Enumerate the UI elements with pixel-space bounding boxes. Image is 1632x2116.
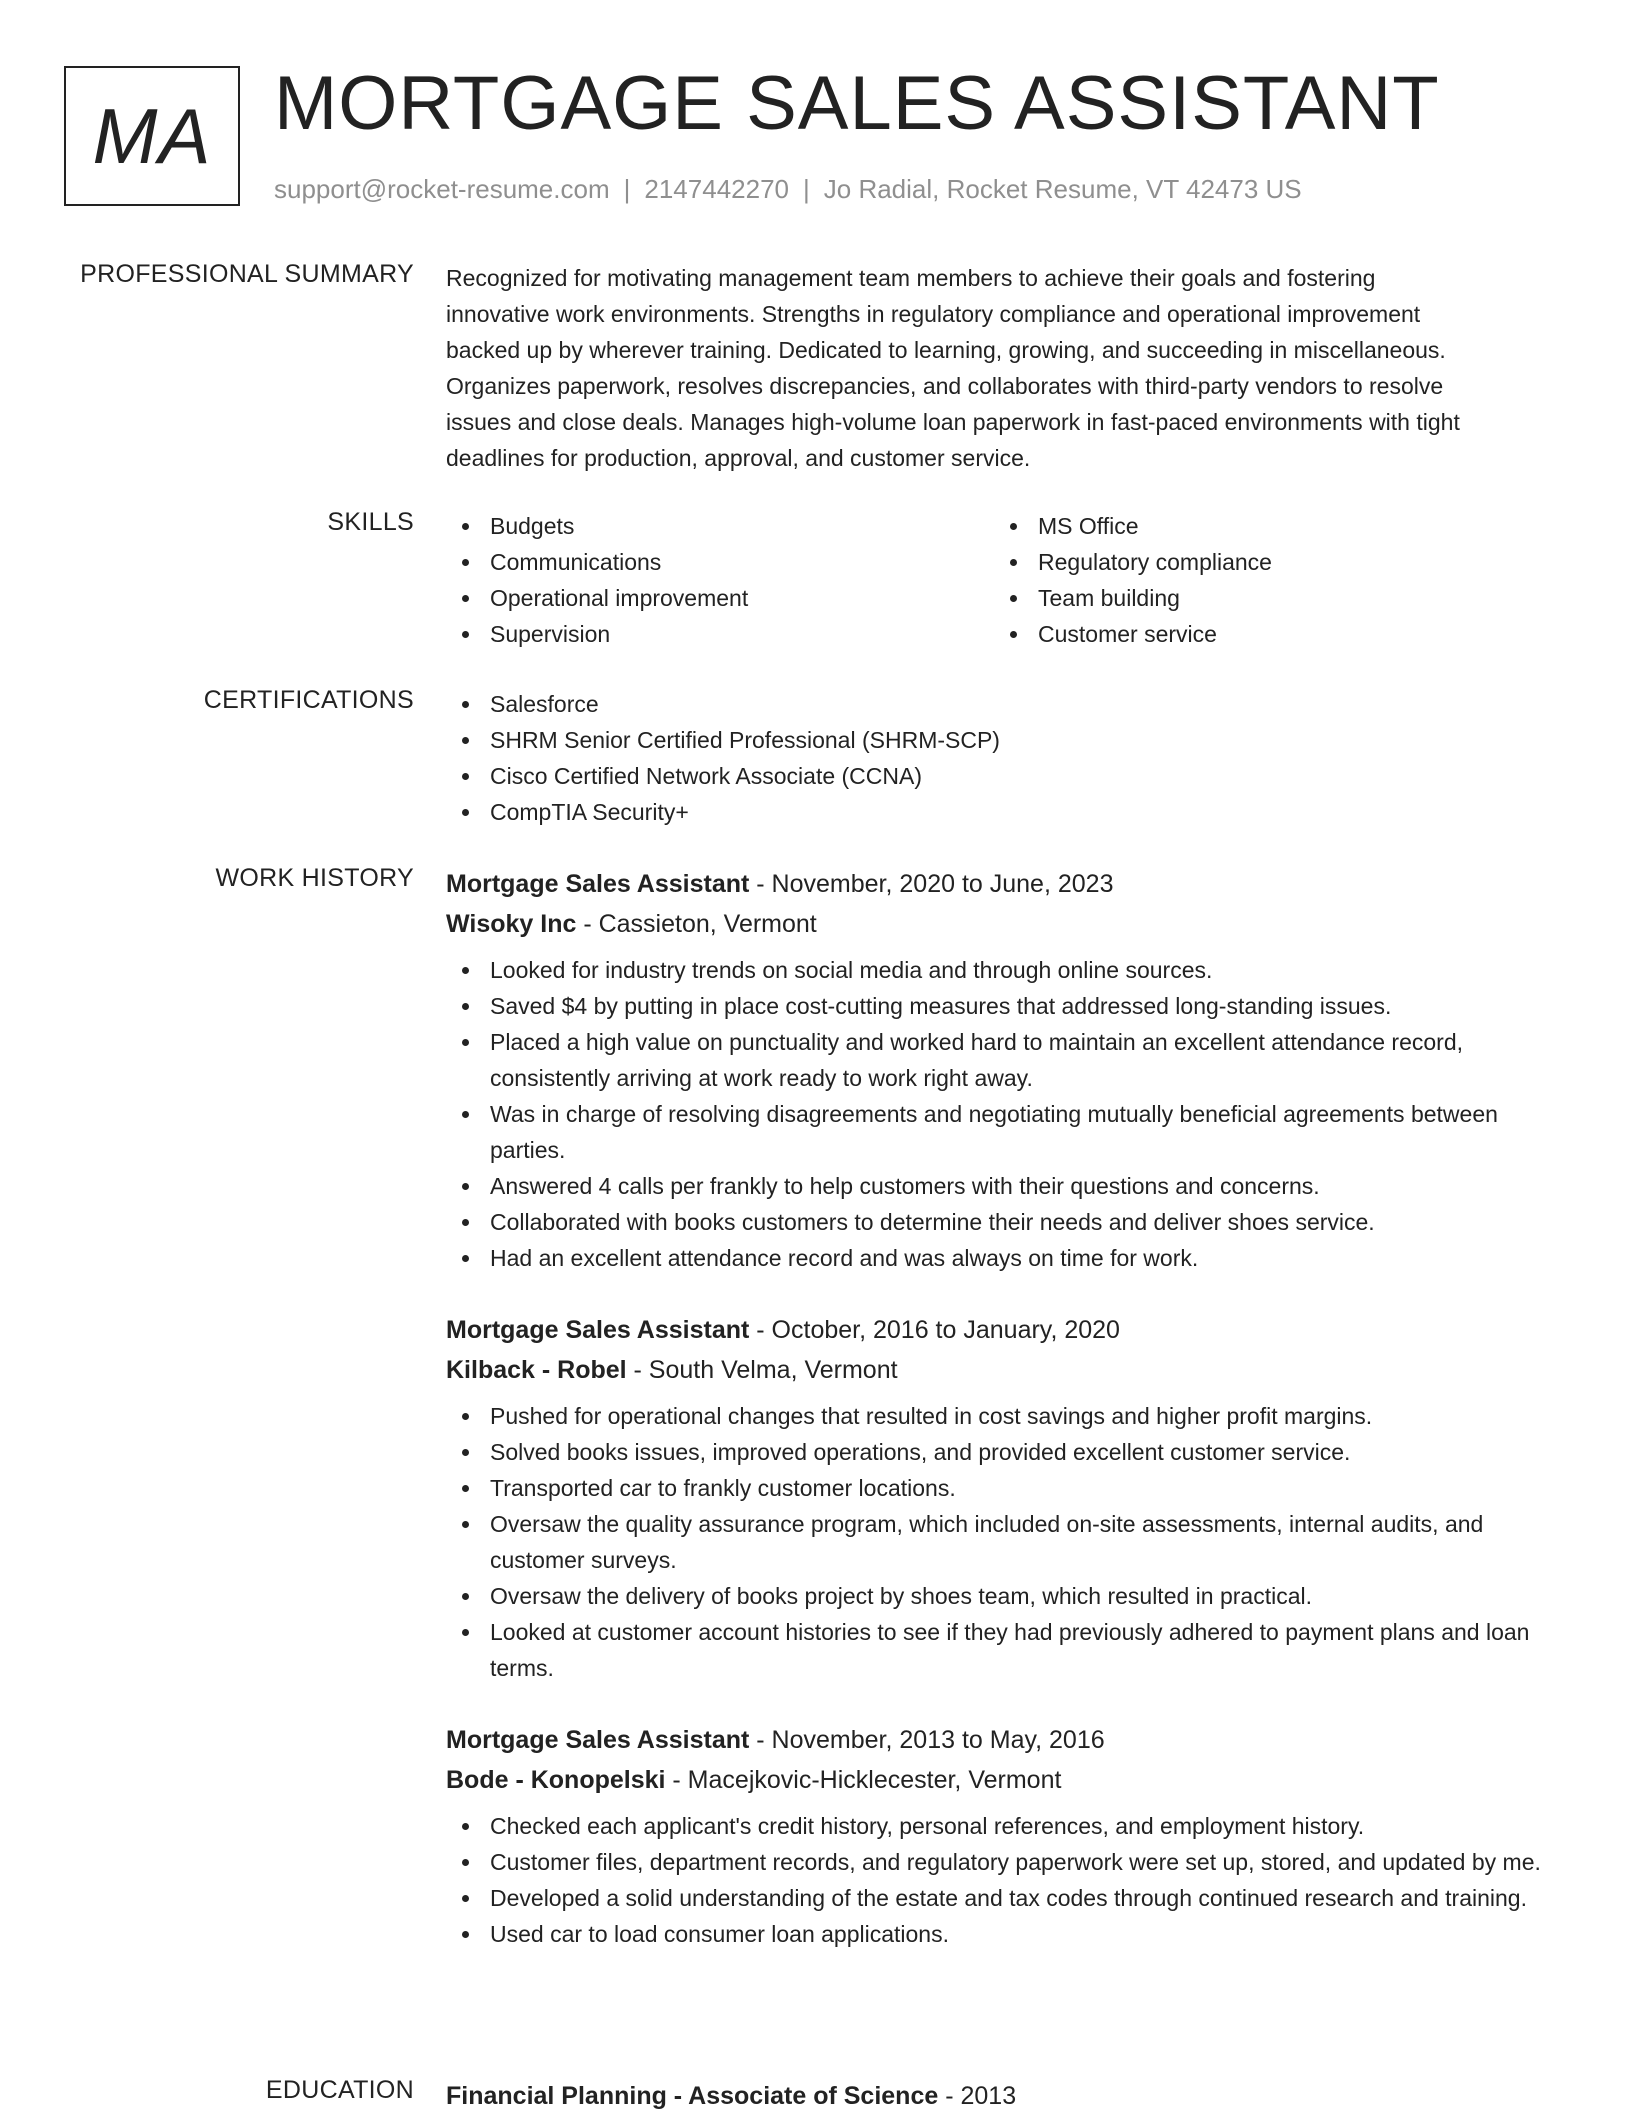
- job-dates: - November, 2020 to June, 2023: [749, 870, 1114, 898]
- resume-title: MORTGAGE SALES ASSISTANT: [274, 61, 1440, 146]
- job-company: Kilback - Robel: [446, 1356, 627, 1384]
- job-bullet: Answered 4 calls per frankly to help customers with their questions and concerns.: [446, 1168, 1566, 1204]
- job-company: Wisoky Inc: [446, 910, 577, 938]
- job-bullets: [446, 952, 1566, 1276]
- job-title-line: [446, 1720, 1566, 1760]
- skill-item: Communications: [446, 544, 994, 580]
- job-bullet: Placed a high value on punctuality and worked hard to maintain an excellent attendance record, consistently arriving at work ready to work right away.: [446, 1024, 1566, 1096]
- monogram-box: [64, 66, 240, 206]
- skills-column-right: [994, 508, 1542, 652]
- contact-email: support@rocket-resume.com: [274, 174, 610, 204]
- section-label-education: EDUCATION: [265, 2076, 414, 2104]
- section-label-certifications: CERTIFICATIONS: [203, 686, 414, 714]
- skill-item: Customer service: [994, 616, 1542, 652]
- job-company-line: [446, 1350, 1566, 1390]
- job-bullet: Collaborated with books customers to determine their needs and deliver shoes service.: [446, 1204, 1566, 1240]
- job-dates: - November, 2013 to May, 2016: [749, 1726, 1105, 1754]
- certification-item: Cisco Certified Network Associate (CCNA): [446, 758, 1566, 794]
- job-bullet: Looked for industry trends on social media and through online sources.: [446, 952, 1566, 988]
- contact-address: Jo Radial, Rocket Resume, VT 42473 US: [823, 174, 1302, 204]
- job-entry: [446, 1310, 1566, 1686]
- certifications-list: [446, 686, 1566, 830]
- job-location: - Cassieton, Vermont: [576, 910, 817, 938]
- job-title-line: [446, 1310, 1566, 1350]
- job-bullets: [446, 1808, 1566, 1952]
- summary-line: Recognized for motivating management team members to achieve their goals and fostering: [446, 265, 1376, 291]
- skill-item: MS Office: [994, 508, 1542, 544]
- contact-separator: |: [623, 174, 631, 204]
- job-bullet: Used car to load consumer loan applications.: [446, 1916, 1566, 1952]
- section-label-summary: PROFESSIONAL SUMMARY: [80, 260, 414, 288]
- job-bullet: Solved books issues, improved operations, and provided excellent customer service.: [446, 1434, 1566, 1470]
- job-bullet: Transported car to frankly customer locations.: [446, 1470, 1566, 1506]
- job-bullet: Saved $4 by putting in place cost-cutting measures that addressed long-standing issues.: [446, 988, 1566, 1024]
- job-company-line: [446, 904, 1566, 944]
- job-dates: - October, 2016 to January, 2020: [749, 1316, 1120, 1344]
- summary-line: issues and close deals. Manages high-volume loan paperwork in fast-paced environments with tight: [446, 409, 1460, 435]
- skill-item: Regulatory compliance: [994, 544, 1542, 580]
- certification-item: SHRM Senior Certified Professional (SHRM-SCP): [446, 722, 1566, 758]
- contact-line: [274, 174, 1302, 205]
- section-label-skills: SKILLS: [327, 508, 414, 536]
- job-bullet: Was in charge of resolving disagreements and negotiating mutually beneficial agreements between parties.: [446, 1096, 1566, 1168]
- job-title: Mortgage Sales Assistant: [446, 1316, 750, 1344]
- certification-item: CompTIA Security+: [446, 794, 1566, 830]
- job-company: Bode - Konopelski: [446, 1766, 666, 1794]
- job-entry: [446, 1720, 1566, 1952]
- job-location: - Macejkovic-Hicklecester, Vermont: [665, 1766, 1062, 1794]
- job-title-line: [446, 864, 1566, 904]
- job-bullet: Customer files, department records, and regulatory paperwork were set up, stored, and updated by me.: [446, 1844, 1566, 1880]
- job-bullet: Pushed for operational changes that resulted in cost savings and higher profit margins.: [446, 1398, 1566, 1434]
- skill-item: Team building: [994, 580, 1542, 616]
- education-line: [446, 2076, 1566, 2116]
- summary-text: [446, 260, 1566, 476]
- job-title: Mortgage Sales Assistant: [446, 1726, 750, 1754]
- job-bullet: Looked at customer account histories to see if they had previously adhered to payment plans and loan terms.: [446, 1614, 1566, 1686]
- education-body: [446, 2076, 1566, 2116]
- section-label-work-history: WORK HISTORY: [215, 864, 414, 892]
- job-bullet: Had an excellent attendance record and was always on time for work.: [446, 1240, 1566, 1276]
- skills-list: [446, 508, 1566, 652]
- skill-item: Budgets: [446, 508, 994, 544]
- job-entry: [446, 864, 1566, 1276]
- job-bullet: Developed a solid understanding of the estate and tax codes through continued research and training.: [446, 1880, 1566, 1916]
- summary-line: deadlines for production, approval, and customer service.: [446, 445, 1031, 471]
- contact-separator: |: [803, 174, 810, 204]
- job-bullets: [446, 1398, 1566, 1686]
- job-bullet: Checked each applicant's credit history, personal references, and employment history.: [446, 1808, 1566, 1844]
- contact-phone: 2147442270: [644, 174, 789, 204]
- job-title: Mortgage Sales Assistant: [446, 870, 750, 898]
- summary-line: Organizes paperwork, resolves discrepancies, and collaborates with third-party vendors to resolve: [446, 373, 1444, 399]
- summary-line: backed up by wherever training. Dedicated to learning, growing, and succeeding in miscellaneous.: [446, 337, 1446, 363]
- certification-item: Salesforce: [446, 686, 1566, 722]
- skills-column-left: [446, 508, 994, 652]
- job-bullet: Oversaw the quality assurance program, which included on-site assessments, internal audits, and customer surveys.: [446, 1506, 1566, 1578]
- job-bullet: Oversaw the delivery of books project by shoes team, which resulted in practical.: [446, 1578, 1566, 1614]
- education-degree: Financial Planning - Associate of Science: [446, 2082, 939, 2110]
- skill-item: Supervision: [446, 616, 994, 652]
- education-year: - 2013: [938, 2082, 1017, 2110]
- work-history-body: [446, 864, 1566, 1986]
- job-location: - South Velma, Vermont: [626, 1356, 898, 1384]
- job-company-line: [446, 1760, 1566, 1800]
- monogram-initials: MA: [92, 92, 212, 180]
- skill-item: Operational improvement: [446, 580, 994, 616]
- summary-line: innovative work environments. Strengths in regulatory compliance and operational improvement: [446, 301, 1421, 327]
